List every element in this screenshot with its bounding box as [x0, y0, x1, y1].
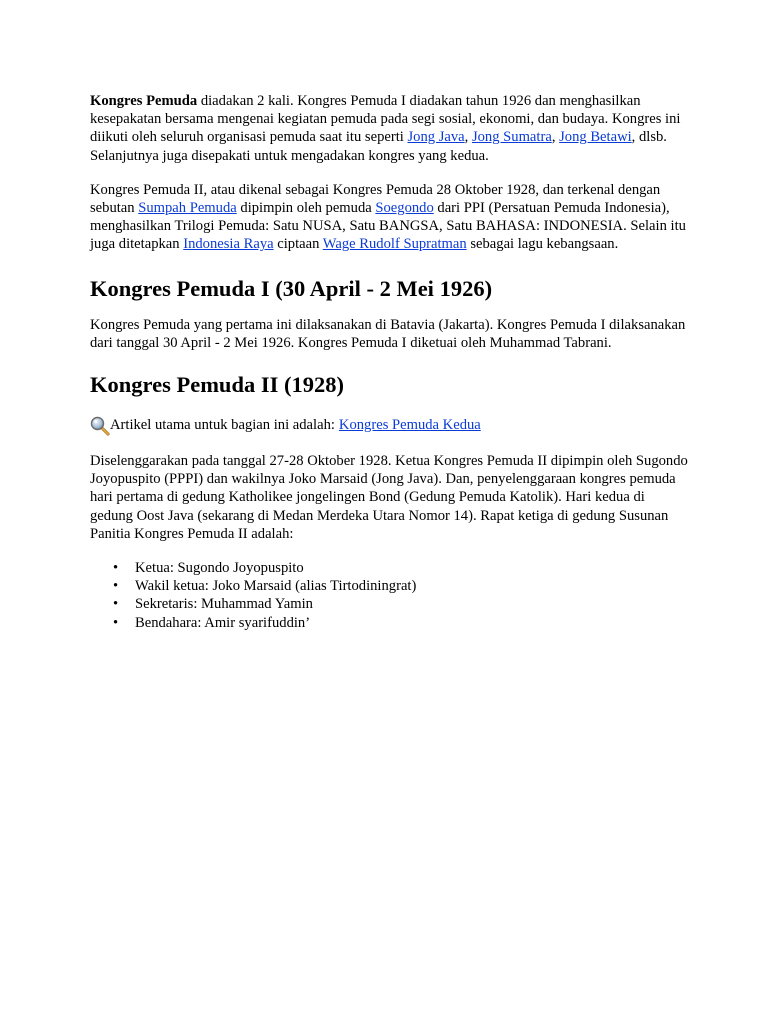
- section-2-body: Diselenggarakan pada tanggal 27-28 Oktober 1928. Ketua Kongres Pemuda II dipimpin oleh Sugondo Joyopuspito (PPPI) dan wakilnya Joko Marsaid (Jong Java). Dan, penyelenggaraan kongres pemuda hari pertama di gedung Katholikee jongelingen Bond (Gedung Pemuda Katolik). Hari kedua di gedung Oost Java (sekarang di Medan Merdeka Utara Nomor 14). Rapat ketiga di gedung Susunan Panitia Kongres Pemuda II adalah:: [90, 453, 688, 542]
- second-text-3: dari PPI (Persatuan Pemuda Indonesia), menghasilkan Trilogi Pemuda: Satu NUSA, Satu BANGSA, Satu BAHASA: INDONESIA. Selain itu juga ditetapkan: [90, 200, 686, 253]
- section-2-heading: Kongres Pemuda II (1928): [90, 372, 344, 398]
- list-item: • Sekretaris: Muhammad Yamin: [135, 595, 690, 613]
- section-1-body: Kongres Pemuda yang pertama ini dilaksanakan di Batavia (Jakarta). Kongres Pemuda I dilaksanakan dari tanggal 30 April - 2 Mei 1926. Kongres Pemuda I diketuai oleh Muhammad Tabrani.: [90, 316, 686, 351]
- intro-paragraph: [90, 92, 690, 165]
- main-article-prefix: Artikel utama untuk bagian ini adalah:: [110, 416, 335, 433]
- link-wage-rudolf-supratman[interactable]: Wage Rudolf Supratman: [322, 236, 467, 253]
- intro-sep-2: ,: [551, 129, 560, 146]
- second-text-5: sebagai lagu kebangsaan.: [466, 236, 619, 253]
- intro-text-1: diadakan 2 kali. Kongres Pemuda I diadakan tahun 1926 dan menghasilkan kesepakatan bersama mengenai kegiatan pemuda pada segi sosial, ekonomi, dan budaya. Kongres ini diikuti oleh seluruh organisasi pemuda saat itu seperti: [90, 93, 681, 146]
- committee-list: [90, 559, 690, 632]
- link-indonesia-raya[interactable]: Indonesia Raya: [183, 236, 274, 253]
- link-sumpah-pemuda[interactable]: Sumpah Pemuda: [138, 200, 237, 217]
- second-text-1: Kongres Pemuda II, atau dikenal sebagai Kongres Pemuda 28 Oktober 1928, dan terkenal dengan sebutan: [90, 181, 661, 217]
- magnifier-icon: [90, 416, 110, 436]
- second-text-4: ciptaan: [273, 236, 323, 253]
- link-jong-java[interactable]: Jong Java: [407, 129, 465, 146]
- intro-sep-1: ,: [464, 129, 472, 146]
- article-body: [90, 92, 690, 632]
- link-jong-sumatra[interactable]: Jong Sumatra: [471, 129, 552, 146]
- link-jong-betawi[interactable]: Jong Betawi: [559, 129, 632, 146]
- list-item: • Wakil ketua: Joko Marsaid (alias Tirtodiningrat): [135, 577, 690, 595]
- link-kongres-pemuda-kedua[interactable]: Kongres Pemuda Kedua: [338, 416, 481, 433]
- main-article-note: [90, 414, 690, 434]
- intro-bold-term: Kongres Pemuda: [90, 93, 198, 109]
- list-item: • Bendahara: Amir syarifuddin’: [135, 614, 690, 632]
- intro-text-2: , dlsb. Selanjutnya juga disepakati untuk mengadakan kongres yang kedua.: [90, 129, 667, 164]
- second-text-2: dipimpin oleh pemuda: [236, 200, 376, 217]
- link-soegondo[interactable]: Soegondo: [375, 200, 434, 217]
- section-1-heading: Kongres Pemuda I (30 April - 2 Mei 1926): [90, 275, 493, 301]
- list-item: • Ketua: Sugondo Joyopuspito: [135, 559, 690, 577]
- second-paragraph: [90, 181, 690, 254]
